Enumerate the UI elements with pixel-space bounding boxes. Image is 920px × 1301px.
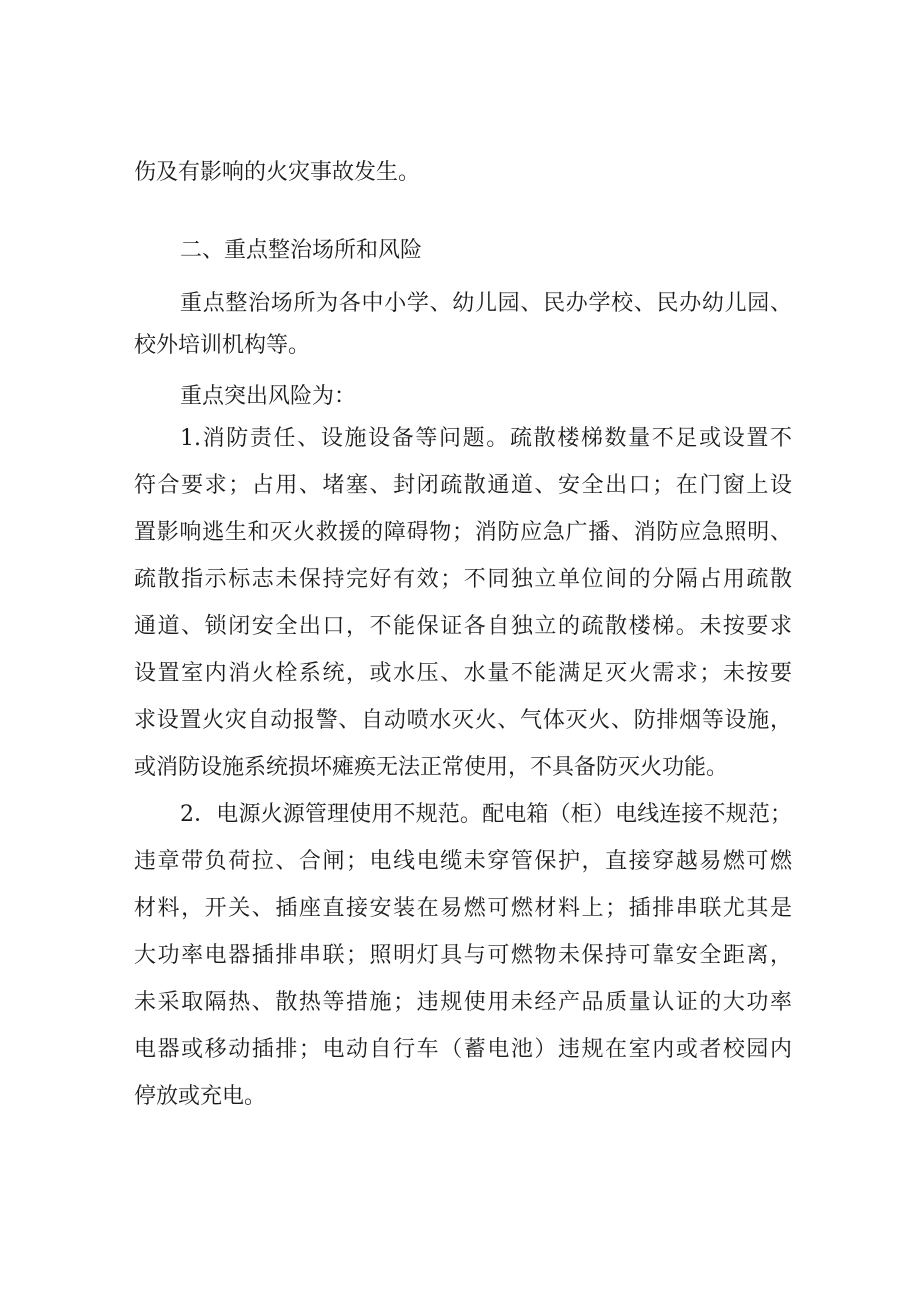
- paragraph-line: 1.消防责任、设施设备等问题。疏散楼梯数量不足或设置不: [180, 426, 792, 451]
- paragraph-line: 电器或移动插排；电动自行车（蓄电池）违规在室内或者校园内: [134, 1037, 792, 1062]
- paragraph-line: 重点整治场所为各中小学、幼儿园、民办学校、民办幼儿园、: [180, 291, 792, 316]
- paragraph-line: 通道、锁闭安全出口，不能保证各自独立的疏散楼梯。未按要求: [134, 614, 792, 639]
- paragraph-line: 或消防设施系统损坏瘫痪无法正常使用，不具备防灭火功能。: [134, 755, 729, 780]
- paragraph-line: 未采取隔热、散热等措施；违规使用未经产品质量认证的大功率: [134, 990, 792, 1015]
- paragraph-line: 2．电源火源管理使用不规范。配电箱（柜）电线连接不规范；: [180, 802, 792, 827]
- paragraph-line: 置影响逃生和灭火救援的障碍物；消防应急广播、消防应急照明、: [134, 520, 792, 545]
- paragraph-line: 停放或充电。: [134, 1084, 267, 1109]
- paragraph-line: 符合要求；占用、堵塞、封闭疏散通道、安全出口；在门窗上设: [134, 473, 792, 498]
- paragraph-line: 疏散指示标志未保持完好有效；不同独立单位间的分隔占用疏散: [134, 567, 792, 592]
- paragraph-line: 校外培训机构等。: [134, 333, 311, 358]
- paragraph-line: 求设置火灾自动报警、自动喷水灭火、气体灭火、防排烟等设施，: [134, 708, 792, 733]
- paragraph-line: 伤及有影响的火灾事故发生。: [134, 160, 421, 185]
- paragraph-line: 材料，开关、插座直接安装在易燃可燃材料上；插排串联尤其是: [134, 896, 792, 921]
- paragraph-line: 重点突出风险为：: [180, 384, 357, 409]
- paragraph-line: 违章带负荷拉、合闸；电线电缆未穿管保护，直接穿越易燃可燃: [134, 849, 792, 874]
- paragraph-line: 大功率电器插排串联；照明灯具与可燃物未保持可靠安全距离，: [134, 943, 792, 968]
- paragraph-line: 设置室内消火栓系统，或水压、水量不能满足灭火需求；未按要: [134, 661, 792, 686]
- section-heading: 二、重点整治场所和风险: [180, 238, 423, 263]
